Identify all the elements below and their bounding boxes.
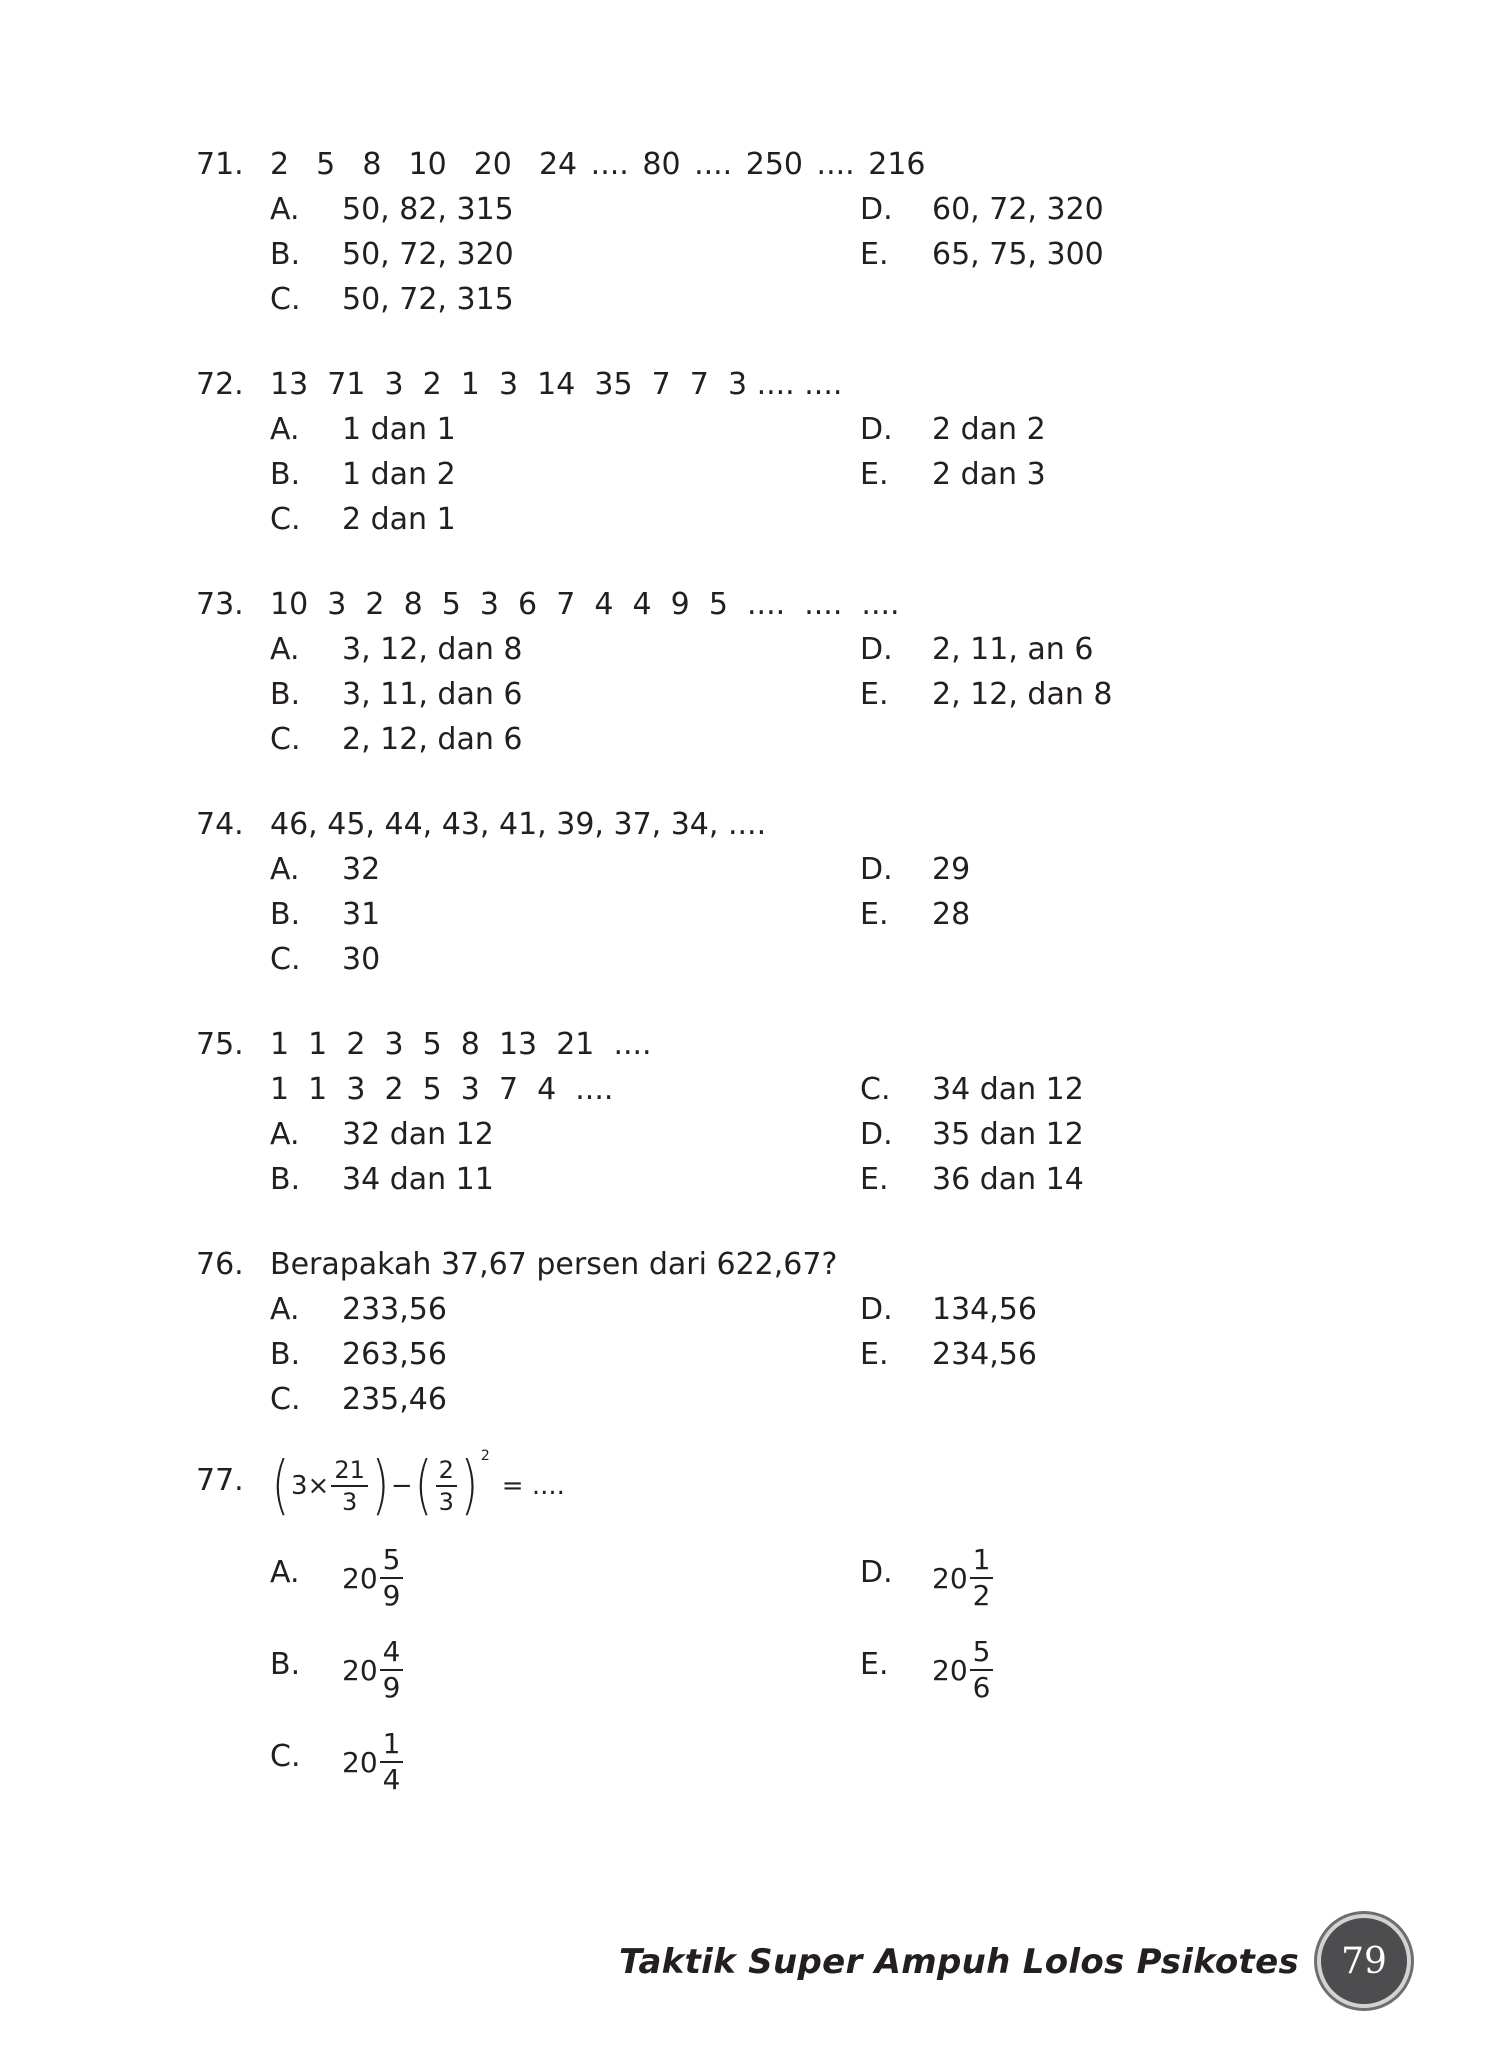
option-label: B.: [270, 1337, 301, 1372]
right-paren: ): [460, 1449, 479, 1523]
question-number: 77.: [196, 1463, 244, 1498]
option-label: C.: [270, 942, 301, 977]
option-value: 31: [342, 897, 381, 932]
question-stem: 2 5 8 10 20 24 .... 80 .... 250 .... 216: [270, 147, 926, 182]
whole-part: 20: [342, 1561, 378, 1595]
question-stem: 1 1 2 3 5 8 13 21 ....: [270, 1027, 652, 1062]
question-number: 75.: [196, 1027, 244, 1062]
fraction-denominator: 9: [382, 1579, 401, 1612]
mixed-number: [932, 1635, 993, 1704]
option-label: E.: [860, 1647, 889, 1682]
option-value: 2, 11, an 6: [932, 632, 1094, 667]
option-value: 134,56: [932, 1292, 1037, 1327]
option-label: A.: [270, 1292, 300, 1327]
exponent: 2: [480, 1448, 490, 1464]
mixed-number: [342, 1635, 403, 1704]
option-value: 2 dan 2: [932, 412, 1046, 447]
option-value: 2, 12, dan 8: [932, 677, 1113, 712]
option-value: [342, 1624, 403, 1716]
left-paren: (: [414, 1449, 432, 1523]
option-label: B.: [270, 677, 301, 712]
left-paren: (: [271, 1449, 290, 1523]
option-value: 32: [342, 852, 381, 887]
fraction: [380, 1727, 404, 1796]
fraction-numerator: 5: [380, 1546, 404, 1579]
fraction: [380, 1543, 404, 1612]
option-label: D.: [860, 192, 893, 227]
right-paren: ): [371, 1449, 390, 1523]
equals-sign: = ....: [501, 1471, 565, 1501]
option-label: A.: [270, 852, 300, 887]
mixed-number: [932, 1543, 993, 1612]
option-value: 36 dan 14: [932, 1162, 1084, 1197]
option-label: E.: [860, 897, 889, 932]
fraction-numerator: 1: [970, 1546, 994, 1579]
option-label: E.: [860, 457, 889, 492]
option-value: 233,56: [342, 1292, 447, 1327]
option-label: B.: [270, 897, 301, 932]
question-number: 74.: [196, 807, 244, 842]
option-value: 28: [932, 897, 971, 932]
math-expression: [270, 1440, 565, 1532]
question-stem: 10 3 2 8 5 3 6 7 4 4 9 5 .... .... ....: [270, 587, 900, 622]
option-value: 50, 82, 315: [342, 192, 514, 227]
option-label: C.: [270, 1739, 301, 1774]
fraction-denominator: 2: [972, 1579, 991, 1612]
question-number: 72.: [196, 367, 244, 402]
option-value: 34 dan 12: [932, 1072, 1084, 1107]
fraction: [970, 1543, 994, 1612]
whole-part: 20: [342, 1745, 378, 1779]
mixed-number: [342, 1727, 403, 1796]
option-label: A.: [270, 1117, 300, 1152]
fraction-numerator: 4: [380, 1638, 404, 1671]
question-77: [196, 1440, 1396, 1808]
option-label: B.: [270, 1162, 301, 1197]
question-72: [196, 362, 1396, 542]
fraction-numerator: 2: [436, 1458, 457, 1487]
question-76: [196, 1242, 1396, 1422]
option-label: E.: [860, 237, 889, 272]
option-value: 50, 72, 315: [342, 282, 514, 317]
option-value: 235,46: [342, 1382, 447, 1417]
option-label: E.: [860, 677, 889, 712]
option-label: E.: [860, 1162, 889, 1197]
option-value: [932, 1532, 993, 1624]
fraction-denominator: 9: [382, 1671, 401, 1704]
option-label: E.: [860, 1337, 889, 1372]
question-number: 76.: [196, 1247, 244, 1282]
question-75: [196, 1022, 1396, 1202]
option-label: D.: [860, 632, 893, 667]
option-value: 60, 72, 320: [932, 192, 1104, 227]
expr-three: 3: [290, 1471, 308, 1501]
option-value: 3, 12, dan 8: [342, 632, 523, 667]
option-value: 1 dan 2: [342, 457, 456, 492]
option-label: C.: [270, 722, 301, 757]
option-label: D.: [860, 1117, 893, 1152]
fraction-numerator: 1: [380, 1730, 404, 1763]
option-value: 2 dan 3: [932, 457, 1046, 492]
page-number: 79: [1341, 1940, 1387, 1982]
question-74: [196, 802, 1396, 982]
fraction-denominator: 4: [382, 1763, 401, 1796]
fraction-21-over-3: [331, 1458, 368, 1514]
fraction-denominator: 3: [438, 1488, 454, 1516]
option-value: 32 dan 12: [342, 1117, 494, 1152]
question-73: [196, 582, 1396, 762]
option-value: 30: [342, 942, 381, 977]
page-number-badge: [1317, 1914, 1411, 2008]
option-label: C.: [270, 282, 301, 317]
option-value: 50, 72, 320: [342, 237, 514, 272]
option-value: 2, 12, dan 6: [342, 722, 523, 757]
times-sign: ×: [307, 1471, 330, 1501]
option-label: C.: [270, 502, 301, 537]
option-value: [342, 1716, 403, 1808]
fraction-denominator: 3: [341, 1488, 358, 1516]
option-label: A.: [270, 1555, 300, 1590]
whole-part: 20: [932, 1561, 968, 1595]
option-label: D.: [860, 412, 893, 447]
question-stem-second-line: 1 1 3 2 5 3 7 4 ....: [270, 1072, 614, 1107]
question-stem: 46, 45, 44, 43, 41, 39, 37, 34, ....: [270, 807, 767, 842]
option-label: D.: [860, 1555, 893, 1590]
option-label: A.: [270, 412, 300, 447]
option-label: C.: [270, 1382, 301, 1417]
option-value: [932, 1624, 993, 1716]
option-value: 35 dan 12: [932, 1117, 1084, 1152]
fraction-numerator: 21: [331, 1458, 368, 1487]
option-value: 2 dan 1: [342, 502, 456, 537]
fraction-numerator: 5: [970, 1638, 994, 1671]
fraction: [380, 1635, 404, 1704]
option-value: [342, 1532, 403, 1624]
whole-part: 20: [932, 1653, 968, 1687]
fraction-2-over-3: [436, 1458, 457, 1514]
option-value: 1 dan 1: [342, 412, 456, 447]
whole-part: 20: [342, 1653, 378, 1687]
option-label: D.: [860, 852, 893, 887]
option-label: B.: [270, 457, 301, 492]
minus-sign: −: [390, 1471, 413, 1501]
question-stem: 13 71 3 2 1 3 14 35 7 7 3 .... ....: [270, 367, 843, 402]
option-value: 3, 11, dan 6: [342, 677, 523, 712]
book-title: Taktik Super Ampuh Lolos Psikotes: [618, 1942, 1299, 1982]
option-label: D.: [860, 1292, 893, 1327]
question-71: [196, 142, 1396, 322]
option-value: 34 dan 11: [342, 1162, 494, 1197]
option-label: A.: [270, 632, 300, 667]
option-value: 263,56: [342, 1337, 447, 1372]
option-value: 234,56: [932, 1337, 1037, 1372]
question-number: 73.: [196, 587, 244, 622]
option-label: B.: [270, 237, 301, 272]
option-label: B.: [270, 1647, 301, 1682]
fraction-denominator: 6: [972, 1671, 991, 1704]
mixed-number: [342, 1543, 403, 1612]
question-stem: Berapakah 37,67 persen dari 622,67?: [270, 1247, 838, 1282]
option-label: A.: [270, 192, 300, 227]
option-label: C.: [860, 1072, 891, 1107]
option-value: 65, 75, 300: [932, 237, 1104, 272]
option-value: 29: [932, 852, 971, 887]
question-number: 71.: [196, 147, 244, 182]
fraction: [970, 1635, 994, 1704]
